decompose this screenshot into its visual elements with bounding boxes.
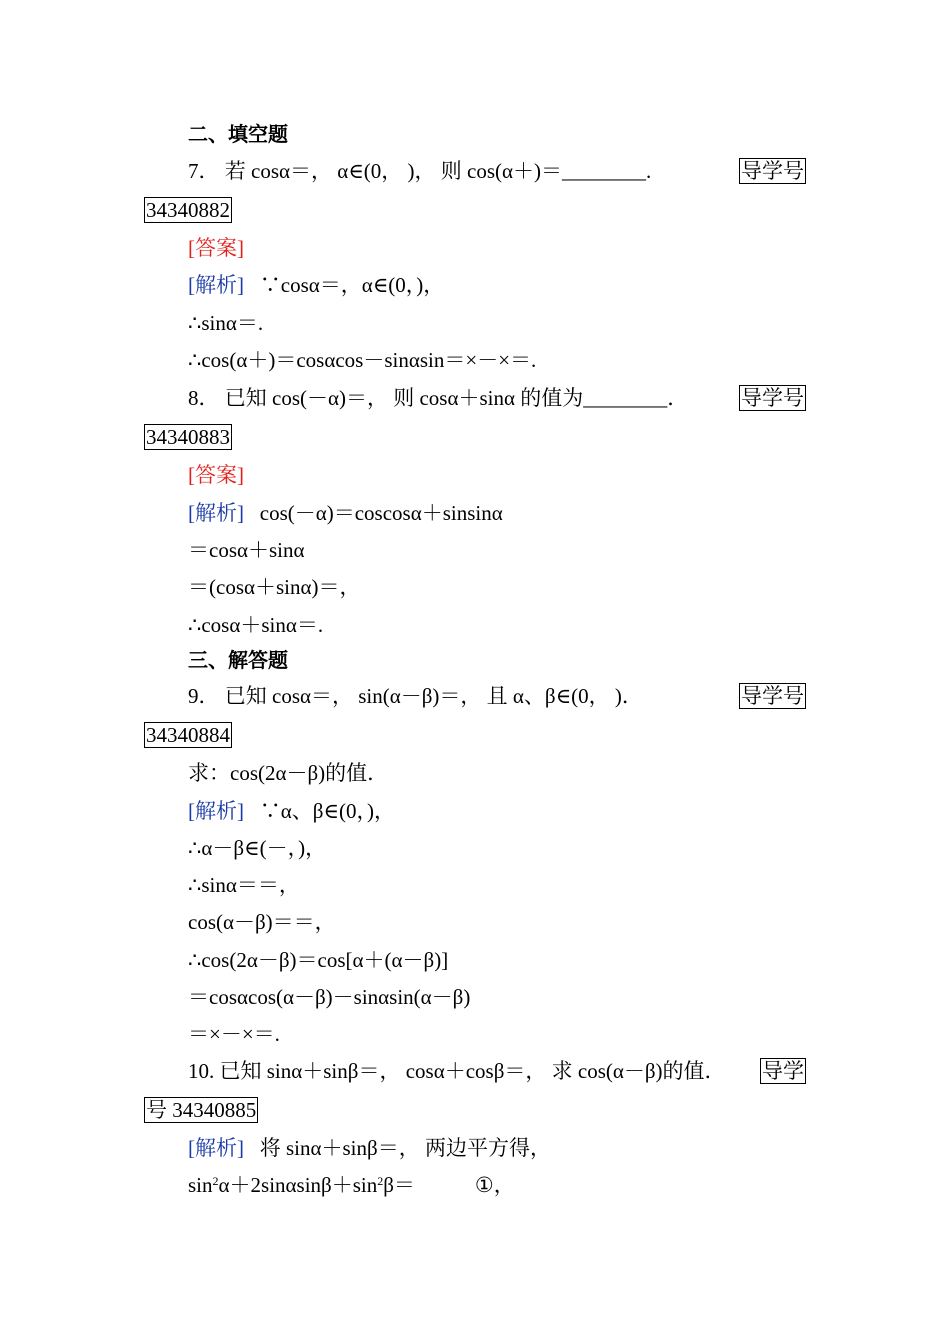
question-10-guide-box[interactable] <box>760 1057 806 1085</box>
question-7-guide-box[interactable] <box>739 157 806 185</box>
section-heading-answer: 三、解答题 <box>188 648 288 672</box>
analysis-line: cos(α－β)＝＝， <box>188 910 336 934</box>
formula-part: ①， <box>474 1173 515 1197</box>
superscript: 2 <box>377 1174 384 1188</box>
analysis-line: ＝×－×＝. <box>188 1022 280 1046</box>
guide-number: 34340883 <box>146 425 230 449</box>
question-10-text: 10. 已知 sinα＋sinβ＝， cosα＋cosβ＝， 求 cos(α－β)的值． <box>188 1059 726 1083</box>
guide-number: 34340882 <box>146 198 230 222</box>
analysis-line: ＝cosαcos(α－β)－sinαsin(α－β) <box>188 985 471 1009</box>
section-heading-fill-in: 二、填空题 <box>188 122 288 146</box>
analysis-label: [解析] <box>188 273 244 297</box>
question-8-text: 8． 已知 cos(－α)＝， 则 cosα＋sinα 的值为________． <box>188 386 689 410</box>
analysis-line: ∴α－β∈(－，)， <box>188 836 327 860</box>
question-10-id-box[interactable] <box>144 1096 258 1124</box>
answer-label: [答案] <box>188 236 244 260</box>
analysis-line <box>188 1171 515 1199</box>
question-9-text: 9． 已知 cosα＝， sin(α－β)＝， 且 α、β∈(0， )． <box>188 684 643 708</box>
guide-label: 导学号 <box>741 684 804 708</box>
analysis-text: ∵α、β∈(0，)， <box>259 799 395 823</box>
analysis-line <box>188 797 395 825</box>
analysis-line <box>188 499 503 527</box>
analysis-line <box>188 1134 551 1162</box>
analysis-label: [解析] <box>188 799 244 823</box>
analysis-text: 将 sinα＋sinβ＝， 两边平方得， <box>259 1136 551 1160</box>
formula-part: sin <box>188 1173 213 1197</box>
analysis-line: ＝(cosα＋sinα)＝， <box>188 575 361 599</box>
formula-part: β＝ <box>383 1173 415 1197</box>
formula-part: α＋2sinαsinβ＋sin <box>218 1173 378 1197</box>
guide-number: 34340884 <box>146 723 230 747</box>
analysis-line: ∴cosα＋sinα＝. <box>188 613 324 637</box>
analysis-line <box>188 271 444 299</box>
superscript: 2 <box>212 1174 219 1188</box>
analysis-line: ∴cos(2α－β)＝cos[α＋(α－β)] <box>188 948 449 972</box>
analysis-label: [解析] <box>188 1136 244 1160</box>
analysis-line: ＝cosα＋sinα <box>188 538 305 562</box>
guide-label: 导学 <box>762 1059 804 1083</box>
question-9-guide-box[interactable] <box>739 682 806 710</box>
analysis-line: ∴sinα＝＝， <box>188 873 300 897</box>
analysis-label: [解析] <box>188 501 244 525</box>
question-8-id-box[interactable] <box>144 423 232 451</box>
analysis-line: ∴cos(α＋)＝cosαcos－sinαsin＝×－×＝. <box>188 348 537 372</box>
question-9-ask: 求：cos(2α－β)的值． <box>188 761 389 785</box>
guide-number: 号 34340885 <box>146 1098 257 1122</box>
question-7-id-box[interactable] <box>144 196 232 224</box>
answer-label: [答案] <box>188 463 244 487</box>
guide-label: 导学号 <box>741 386 804 410</box>
analysis-line: ∴sinα＝. <box>188 311 264 335</box>
question-8-guide-box[interactable] <box>739 384 806 412</box>
analysis-text: cos(－α)＝coscosα＋sinsinα <box>259 501 503 525</box>
question-7-text: 7． 若 cosα＝， α∈(0， )， 则 cos(α＋)＝________. <box>188 159 652 183</box>
guide-label: 导学号 <box>741 159 804 183</box>
analysis-text: ∵cosα＝，α∈(0，)， <box>259 273 445 297</box>
question-9-id-box[interactable] <box>144 721 232 749</box>
